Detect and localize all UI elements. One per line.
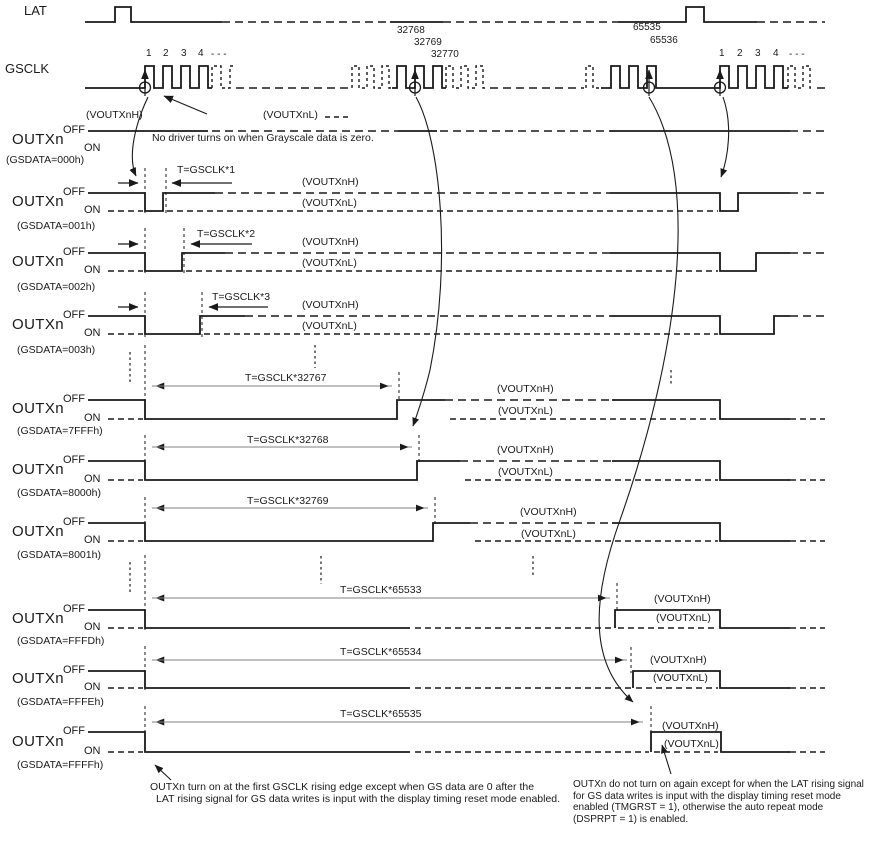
outxn-row-2-off-label: OFF <box>63 246 85 258</box>
outxn-row-7-voutl-label: (VOUTXnL) <box>656 612 711 624</box>
gsclk-count-r4: 4 <box>773 48 779 59</box>
timing-arrows-long <box>152 383 643 722</box>
outxn-row-7-gsdata-label: (GSDATA=FFFDh) <box>17 635 105 647</box>
footnote-right-line4: (DSPRPT = 1) is enabled. <box>573 814 689 825</box>
outxn-row-5-signal-label: OUTXn <box>12 461 65 478</box>
outxn-row-1-timing-label: T=GSCLK*1 <box>177 164 236 176</box>
outxn-row-5-off-label: OFF <box>63 454 85 466</box>
outxn-row-3-off-label: OFF <box>63 309 85 321</box>
gsclk-count-32768: 32768 <box>397 25 425 36</box>
outxn-row-0-off-label: OFF <box>63 124 85 136</box>
outxn-row-7-waveform <box>88 610 825 628</box>
outxn-row-3-gsdata-label: (GSDATA=003h) <box>17 344 96 356</box>
outxn-row-9-gsdata-label: (GSDATA=FFFFh) <box>17 759 104 771</box>
outxn-row-5-waveform <box>88 461 825 480</box>
outxn-row-3-on-label: ON <box>84 327 101 339</box>
curved-pointer-arrows <box>132 97 728 780</box>
outxn-row-0-gsdata-label: (GSDATA=000h) <box>6 154 85 166</box>
outxn-row-2-waveform <box>88 253 825 271</box>
outxn-row-2-timing-label: T=GSCLK*2 <box>197 228 256 240</box>
outxn-row-6-off-label: OFF <box>63 516 85 528</box>
outxn-row-3-vouth-label: (VOUTXnH) <box>302 299 359 311</box>
outxn-row-9-on-label: ON <box>84 745 101 757</box>
outxn-row-9-off-label: OFF <box>63 725 85 737</box>
outxn-row-3-voutl-label: (VOUTXnL) <box>302 320 357 332</box>
outxn-row-8-voutl-label: (VOUTXnL) <box>653 672 708 684</box>
outxn-row-8-off-label: OFF <box>63 664 85 676</box>
footnote-left-line1: OUTXn turn on at the first GSCLK rising edge except when GS data are 0 after the <box>150 781 535 793</box>
outxn-row-8-vouth-label: (VOUTXnH) <box>650 654 707 666</box>
outxn-row-6-waveform <box>88 523 825 541</box>
outxn-row-2-voutl-label: (VOUTXnL) <box>302 257 357 269</box>
outxn-row-3-signal-label: OUTXn <box>12 316 65 333</box>
outxn-row-1-gsdata-label: (GSDATA=001h) <box>17 220 96 232</box>
outxn-row-4-gsdata-label: (GSDATA=7FFFh) <box>17 425 103 437</box>
outxn-row-0-vouth-label: (VOUTXnH) <box>86 109 143 121</box>
gsclk-count-32770: 32770 <box>431 49 459 60</box>
footnote-right-line2: for GS data writes is input with the display timing reset mode <box>573 791 841 802</box>
lat-signal-label: LAT <box>24 3 47 18</box>
outxn-row-0-note: No driver turns on when Grayscale data is zero. <box>152 132 374 144</box>
outxn-row-0-waveform <box>88 117 825 131</box>
gsclk-count-r2: 2 <box>737 48 743 59</box>
outxn-row-8-timing-label: T=GSCLK*65534 <box>340 646 422 658</box>
outxn-row-9-timing-label: T=GSCLK*65535 <box>340 708 422 720</box>
outxn-row-1-signal-label: OUTXn <box>12 193 65 210</box>
outxn-row-8-on-label: ON <box>84 681 101 693</box>
outxn-row-1-vouth-label: (VOUTXnH) <box>302 176 359 188</box>
outxn-row-0-voutl-label: (VOUTXnL) <box>263 109 318 121</box>
gsclk-signal-label: GSCLK <box>5 61 50 76</box>
footnote-left-line2: LAT rising signal for GS data writes is input with the display timing reset mode enabled. <box>156 793 561 805</box>
outxn-row-5-timing-label: T=GSCLK*32768 <box>247 434 329 446</box>
outxn-row-4-voutl-label: (VOUTXnL) <box>498 405 553 417</box>
outxn-row-6-voutl-label: (VOUTXnL) <box>521 528 576 540</box>
gsclk-waveform <box>85 66 825 88</box>
outxn-row-3-waveform <box>88 316 825 334</box>
outxn-row-7-vouth-label: (VOUTXnH) <box>654 593 711 605</box>
outxn-row-2-gsdata-label: (GSDATA=002h) <box>17 281 96 293</box>
outxn-row-7-on-label: ON <box>84 621 101 633</box>
gsclk-count-1: 1 <box>146 48 152 59</box>
outxn-row-5-gsdata-label: (GSDATA=8000h) <box>17 487 101 499</box>
outxn-row-6-gsdata-label: (GSDATA=8001h) <box>17 549 101 561</box>
gsclk-count-2: 2 <box>163 48 169 59</box>
outxn-row-6-on-label: ON <box>84 534 101 546</box>
outxn-row-7-off-label: OFF <box>63 603 85 615</box>
gsclk-count-r1: 1 <box>719 48 725 59</box>
outxn-row-4-waveform <box>88 400 825 419</box>
gsclk-count-4: 4 <box>198 48 204 59</box>
outxn-row-7-signal-label: OUTXn <box>12 610 65 627</box>
gsclk-count-32769: 32769 <box>414 37 442 48</box>
outxn-row-8-gsdata-label: (GSDATA=FFFEh) <box>17 696 104 708</box>
outxn-row-5-voutl-label: (VOUTXnL) <box>498 466 553 478</box>
outxn-row-6-signal-label: OUTXn <box>12 523 65 540</box>
outxn-row-4-on-label: ON <box>84 412 101 424</box>
outxn-row-6-timing-label: T=GSCLK*32769 <box>247 495 329 507</box>
outxn-row-2-signal-label: OUTXn <box>12 253 65 270</box>
outxn-row-9-vouth-label: (VOUTXnH) <box>662 720 719 732</box>
outxn-row-0-on-label: ON <box>84 142 101 154</box>
outxn-row-4-off-label: OFF <box>63 393 85 405</box>
outxn-row-1-off-label: OFF <box>63 186 85 198</box>
outxn-row-6-vouth-label: (VOUTXnH) <box>520 506 577 518</box>
outxn-row-8-signal-label: OUTXn <box>12 670 65 687</box>
outxn-row-4-signal-label: OUTXn <box>12 400 65 417</box>
outxn-row-1-voutl-label: (VOUTXnL) <box>302 197 357 209</box>
footnote-right-line1: OUTXn do not turn on again except for when the LAT rising signal <box>573 779 864 790</box>
outxn-row-5-vouth-label: (VOUTXnH) <box>497 444 554 456</box>
timing-guide-lines <box>130 168 671 754</box>
gsclk-count-3: 3 <box>181 48 187 59</box>
lat-waveform <box>85 7 825 22</box>
outxn-row-4-timing-label: T=GSCLK*32767 <box>245 372 327 384</box>
gsclk-count-ellipsis-left: - - - <box>211 49 227 60</box>
outxn-row-2-on-label: ON <box>84 264 101 276</box>
footnote-right-line3: enabled (TMGRST = 1), otherwise the auto repeat mode <box>573 802 824 813</box>
outxn-row-3-timing-label: T=GSCLK*3 <box>212 291 271 303</box>
outxn-row-5-on-label: ON <box>84 473 101 485</box>
outxn-row-1-waveform <box>88 193 825 211</box>
outxn-row-2-vouth-label: (VOUTXnH) <box>302 236 359 248</box>
outxn-row-0-signal-label: OUTXn <box>12 131 65 148</box>
outxn-row-7-timing-label: T=GSCLK*65533 <box>340 584 422 596</box>
outxn-row-1-on-label: ON <box>84 204 101 216</box>
outxn-row-4-vouth-label: (VOUTXnH) <box>497 383 554 395</box>
gsclk-count-65535: 65535 <box>633 22 661 33</box>
gsclk-count-ellipsis-right: - - - <box>789 49 805 60</box>
gsclk-count-65536: 65536 <box>650 35 678 46</box>
outxn-row-9-voutl-label: (VOUTXnL) <box>664 738 719 750</box>
outxn-row-9-signal-label: OUTXn <box>12 733 65 750</box>
timing-arrows-short <box>118 183 271 307</box>
outxn-row-8-waveform <box>88 671 825 688</box>
gsclk-count-r3: 3 <box>755 48 761 59</box>
